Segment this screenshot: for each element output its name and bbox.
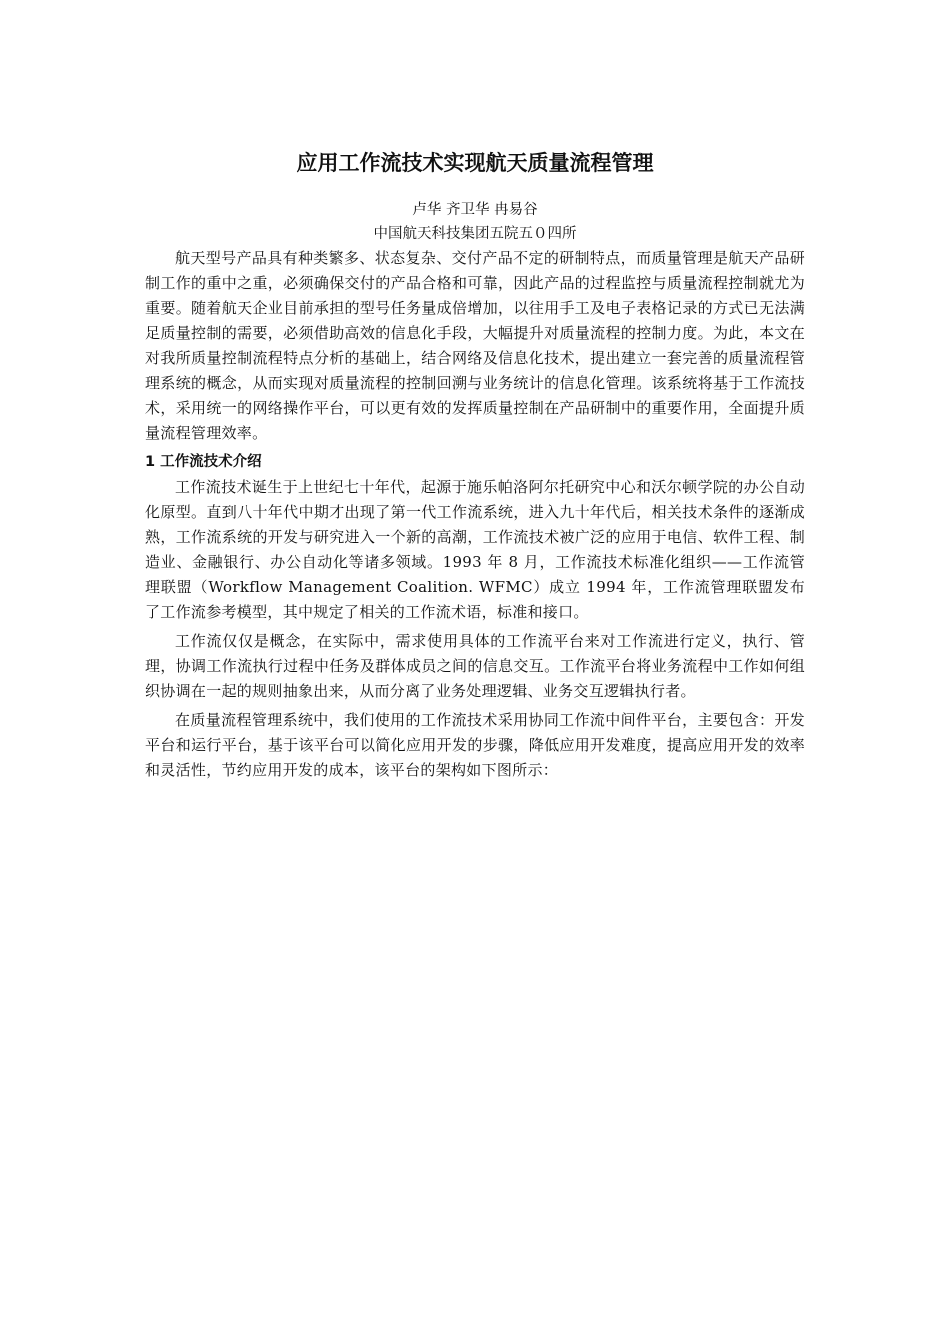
body-paragraph: 在质量流程管理系统中，我们使用的工作流技术采用协同工作流中间件平台，主要包含：开发平台和运行平台，基于该平台可以简化应用开发的步骤，降低应用开发难度，提高应用开发的效率和灵活性，节约应用开发的成本，该平台的架构如下图所示：: [145, 711, 805, 779]
document-authors: 卢华 齐卫华 冉易谷: [412, 202, 538, 218]
abstract-paragraph: 航天型号产品具有种类繁多、状态复杂、交付产品不定的研制特点，而质量管理是航天产品研制工作的重中之重，必须确保交付的产品合格和可靠，因此产品的过程监控与质量流程控制就尤为重要。随着航天企业目前承担的型号任务量成倍增加，以往用手工及电子表格记录的方式已无法满足质量控制的需要，必须借助高效的信息化手段，大幅提升对质量流程的控制力度。为此，本文在对我所质量控制流程特点分析的基础上，结合网络及信息化技术，提出建立一套完善的质量流程管理系统的概念，从而实现对质量流程的控制回溯与业务统计的信息化管理。该系统将基于工作流技术，采用统一的网络操作平台，可以更有效的发挥质量控制在产品研制中的重要作用，全面提升质量流程管理效率。: [145, 249, 805, 442]
section-heading: 1 工作流技术介绍: [145, 454, 262, 470]
document-affiliation: 中国航天科技集团五院五０四所: [373, 226, 577, 242]
body-paragraph: 工作流技术诞生于上世纪七十年代，起源于施乐帕洛阿尔托研究中心和沃尔顿学院的办公自动化原型。直到八十年代中期才出现了第一代工作流系统，进入九十年代后，相关技术条件的逐渐成熟，工作流系统的开发与研究进入一个新的高潮，工作流技术被广泛的应用于电信、软件工程、制造业、金融银行、办公自动化等诸多领域。1993 年 8 月，工作流技术标准化组织——工作流管理联盟（Workflow Management Coalition. WFMC）成立 1994 年，工作流管理联盟发布了工作流参考模型，其中规定了相关的工作流术语，标准和接口。: [145, 478, 805, 621]
body-paragraph: 工作流仅仅是概念，在实际中，需求使用具体的工作流平台来对工作流进行定义，执行、管理，协调工作流执行过程中任务及群体成员之间的信息交互。工作流平台将业务流程中工作如何组织协调在一起的规则抽象出来，从而分离了业务处理逻辑、业务交互逻辑执行者。: [145, 632, 805, 700]
document-page: [145, 148, 805, 787]
document-title: 应用工作流技术实现航天质量流程管理: [296, 151, 654, 175]
